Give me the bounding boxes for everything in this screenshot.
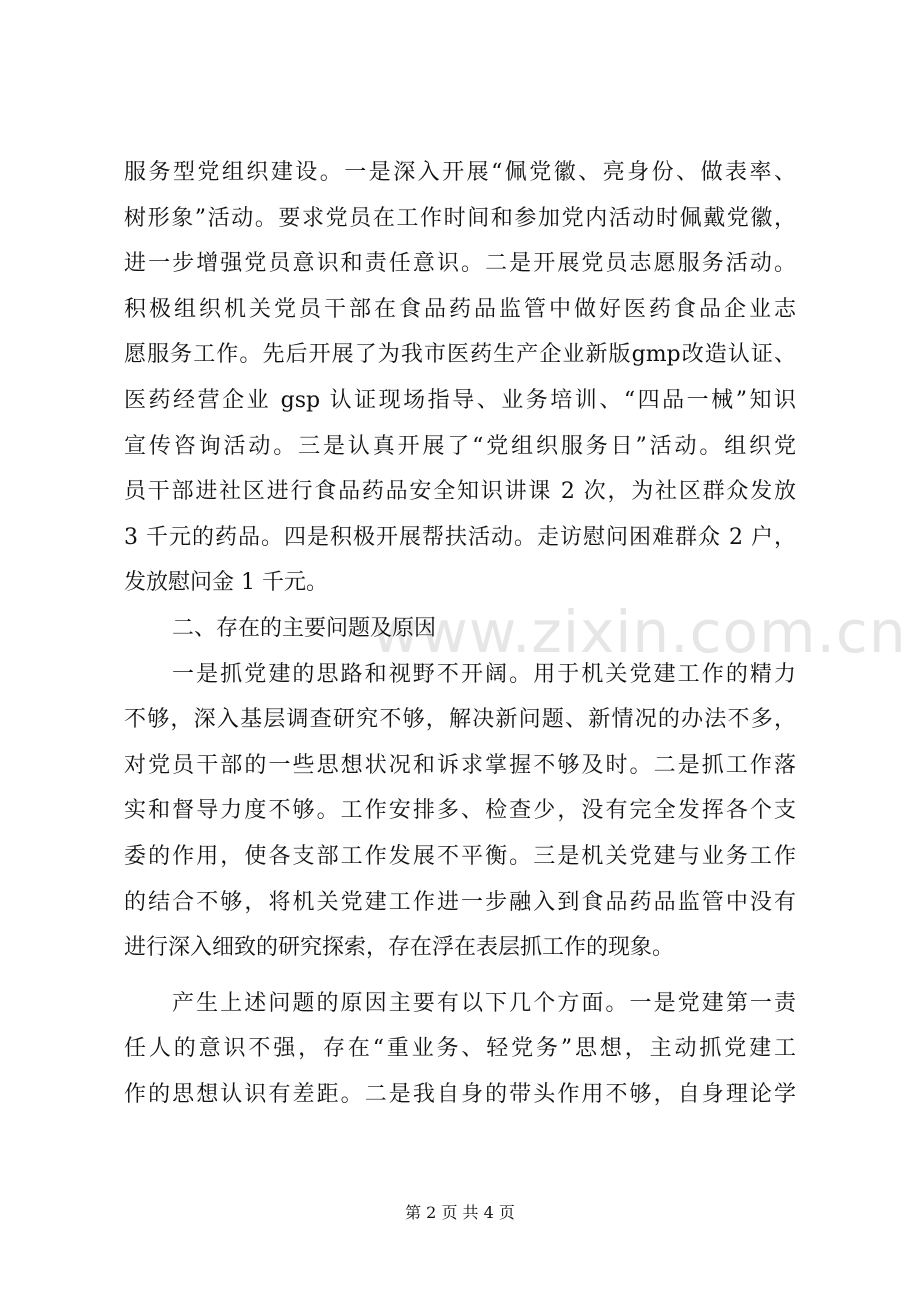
text-line: 3 千元的药品。四是积极开展帮扶活动。走访慰问困难群众 2 户， [124, 524, 796, 550]
text-line: 树形象”活动。要求党员在工作时间和参加党内活动时佩戴党徽， [124, 205, 796, 231]
text-line: 医药经营企业 gsp 认证现场指导、业务培训、“四品一械”知识 [124, 387, 796, 413]
text-line: 员干部进社区进行食品药品安全知识讲课 2 次，为社区群众发放 [124, 479, 796, 505]
text-line: 产生上述问题的原因主要有以下几个方面。一是党建第一责 [172, 990, 796, 1016]
text-line: 积极组织机关党员干部在食品药品监管中做好医药食品企业志 [124, 296, 796, 322]
text-line: 对党员干部的一些思想状况和诉求掌握不够及时。二是抓工作落 [124, 752, 796, 778]
text-line: 愿服务工作。先后开展了为我市医药生产企业新版gmp改造认证、 [124, 342, 796, 368]
text-line: 宣传咨询活动。三是认真开展了“党组织服务日”活动。组织党 [124, 433, 796, 459]
text-line: 进一步增强党员意识和责任意识。二是开展党员志愿服务活动。 [124, 251, 796, 277]
text-line: 发放慰问金 1 千元。 [124, 570, 328, 596]
text-line: 服务型党组织建设。一是深入开展“佩党徽、亮身份、做表率、 [124, 160, 796, 185]
text-line: 任人的意识不强，存在“重业务、轻党务”思想，主动抓党建工 [124, 1036, 796, 1062]
text-line: 进行深入细致的研究探索，存在浮在表层抓工作的现象。 [124, 935, 675, 961]
text-line: 不够，深入基层调查研究不够，解决新问题、新情况的办法不多， [124, 707, 796, 733]
text-line: 一是抓党建的思路和视野不开阔。用于机关党建工作的精力 [172, 661, 796, 687]
text-line: 的结合不够，将机关党建工作进一步融入到食品药品监管中没有 [124, 889, 796, 915]
text-line: 作的思想认识有差距。二是我自身的带头作用不够，自身理论学 [124, 1081, 796, 1107]
text-line: 委的作用，使各支部工作发展不平衡。三是机关党建与业务工作 [124, 843, 796, 869]
document-body [124, 150, 796, 1117]
text-line: 实和督导力度不够。工作安排多、检查少，没有完全发挥各个支 [124, 798, 796, 824]
page-number-footer: 第 2 页 共 4 页 [405, 1203, 515, 1222]
section-heading: 二、存在的主要问题及原因 [172, 615, 437, 641]
watermark: www.zixin.com.cn [372, 598, 907, 666]
